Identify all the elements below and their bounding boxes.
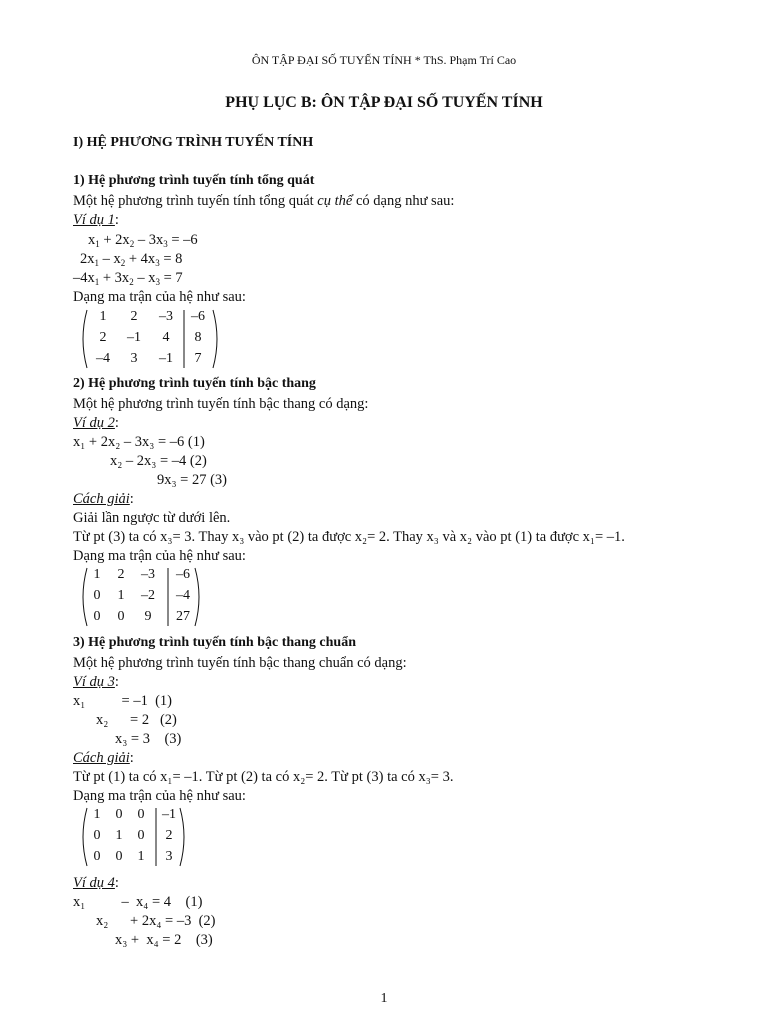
matrix-cell: 27 <box>176 609 190 624</box>
section-heading: I) HỆ PHƯƠNG TRÌNH TUYẾN TÍNH <box>73 135 314 150</box>
s2-equation-3: 9x₃ = 27 (3) <box>157 472 228 488</box>
matrix-cell: 2 <box>99 330 107 345</box>
s2-step-1: Giải lần ngược từ dưới lên. <box>73 510 231 526</box>
matrix-cell: 0 <box>115 849 123 864</box>
example-3-label: Ví dụ 3: <box>73 674 119 690</box>
s2-step-2: Từ pt (3) ta có x₃= 3. Thay x₃ vào pt (2) ta được x₂= 2. Thay x₃ và x₂ vào pt (1) ta được x₁= –1. <box>73 529 625 545</box>
matrix-cell: –2 <box>141 588 155 603</box>
augmented-matrix-3 <box>80 806 188 868</box>
matrix-cell: –1 <box>162 807 176 822</box>
matrix-cell: –6 <box>176 567 190 582</box>
matrix-cell: 9 <box>144 609 152 624</box>
matrix-cell: 1 <box>137 849 145 864</box>
ex4-equation-2: x₂ + 2x₄ = –3 (2) <box>96 913 216 929</box>
matrix-cell: 7 <box>194 351 202 366</box>
example-1-label: Ví dụ 1: <box>73 212 119 228</box>
matrix-cell: –3 <box>141 567 155 582</box>
s1-matrix-label: Dạng ma trận của hệ như sau: <box>73 289 246 305</box>
matrix-cell: 0 <box>93 588 101 603</box>
matrix-cell: 1 <box>117 588 125 603</box>
s1-equation-3: $-4x_1 + 3x_2 - x_3 = 7$ <box>73 270 183 287</box>
method-label-3: Cách giải: <box>73 750 134 766</box>
matrix-cell: 1 <box>93 807 101 822</box>
s3-intro: Một hệ phương trình tuyến tính bậc thang chuẩn có dạng: <box>73 655 407 671</box>
s3-equation-1: x₁ = –1 (1) <box>73 693 173 709</box>
s3-matrix-label: Dạng ma trận của hệ như sau: <box>73 788 246 804</box>
page-number: 1 <box>380 991 388 1006</box>
matrix-cell: 0 <box>93 609 101 624</box>
matrix-cell: 2 <box>165 828 173 843</box>
s1-equation-1: $x_1 + 2x_2 - 3x_3 = -6$ <box>88 232 198 249</box>
s1-equation-2: $2x_1 - x_2 + 4x_3 = 8$ <box>80 251 183 268</box>
matrix-cell: –3 <box>159 309 173 324</box>
s2-equation-1: x₁ + 2x₂ – 3x₃ = –6 (1) <box>73 434 205 450</box>
page-title: PHỤ LỤC B: ÔN TẬP ĐẠI SỐ TUYẾN TÍNH <box>225 94 543 111</box>
matrix-cell: –4 <box>96 351 110 366</box>
matrix-cell: 0 <box>93 828 101 843</box>
s2-equation-2: x₂ – 2x₃ = –4 (2) <box>110 453 207 469</box>
matrix-cell: 3 <box>165 849 173 864</box>
matrix-cell: 1 <box>115 828 123 843</box>
matrix-cell: –6 <box>191 309 205 324</box>
s2-intro: Một hệ phương trình tuyến tính bậc thang có dạng: <box>73 396 369 412</box>
augmented-matrix-2 <box>80 566 202 628</box>
matrix-cell: 0 <box>117 609 125 624</box>
augmented-matrix-1 <box>80 308 220 370</box>
matrix-cell: 0 <box>115 807 123 822</box>
matrix-cell: 1 <box>93 567 101 582</box>
matrix-cell: –1 <box>127 330 141 345</box>
s3-equation-3: x₃ = 3 (3) <box>115 731 182 747</box>
s2-matrix-label: Dạng ma trận của hệ như sau: <box>73 548 246 564</box>
example-2-label: Ví dụ 2: <box>73 415 119 431</box>
s3-equation-2: x₂ = 2 (2) <box>96 712 177 728</box>
method-label-2: Cách giải: <box>73 491 134 507</box>
subsection-heading-3: 3) Hệ phương trình tuyến tính bậc thang chuẩn <box>73 635 356 650</box>
matrix-cell: 0 <box>137 828 145 843</box>
matrix-cell: 3 <box>130 351 138 366</box>
matrix-cell: 0 <box>93 849 101 864</box>
s1-intro: Một hệ phương trình tuyến tính tổng quát cụ thể có dạng như sau: <box>73 193 455 209</box>
matrix-cell: 2 <box>130 309 138 324</box>
ex4-equation-1: x₁ – x₄ = 4 (1) <box>73 894 203 910</box>
matrix-cell: 1 <box>99 309 107 324</box>
matrix-cell: 8 <box>194 330 202 345</box>
matrix-cell: –1 <box>159 351 173 366</box>
running-header: ÔN TẬP ĐẠI SỐ TUYẾN TÍNH * ThS. Phạm Trí Cao <box>251 53 517 67</box>
s3-step-1: Từ pt (1) ta có x₁= –1. Từ pt (2) ta có x₂= 2. Từ pt (3) ta có x₃= 3. <box>73 769 454 785</box>
matrix-cell: 0 <box>137 807 145 822</box>
subsection-heading-1: 1) Hệ phương trình tuyến tính tổng quát <box>73 173 315 188</box>
subsection-heading-2: 2) Hệ phương trình tuyến tính bậc thang <box>73 376 316 391</box>
matrix-cell: 2 <box>117 567 125 582</box>
ex4-equation-3: x₃ + x₄ = 2 (3) <box>115 932 213 948</box>
matrix-cell: 4 <box>162 330 170 345</box>
matrix-cell: –4 <box>176 588 190 603</box>
example-4-label: Ví dụ 4: <box>73 875 119 891</box>
